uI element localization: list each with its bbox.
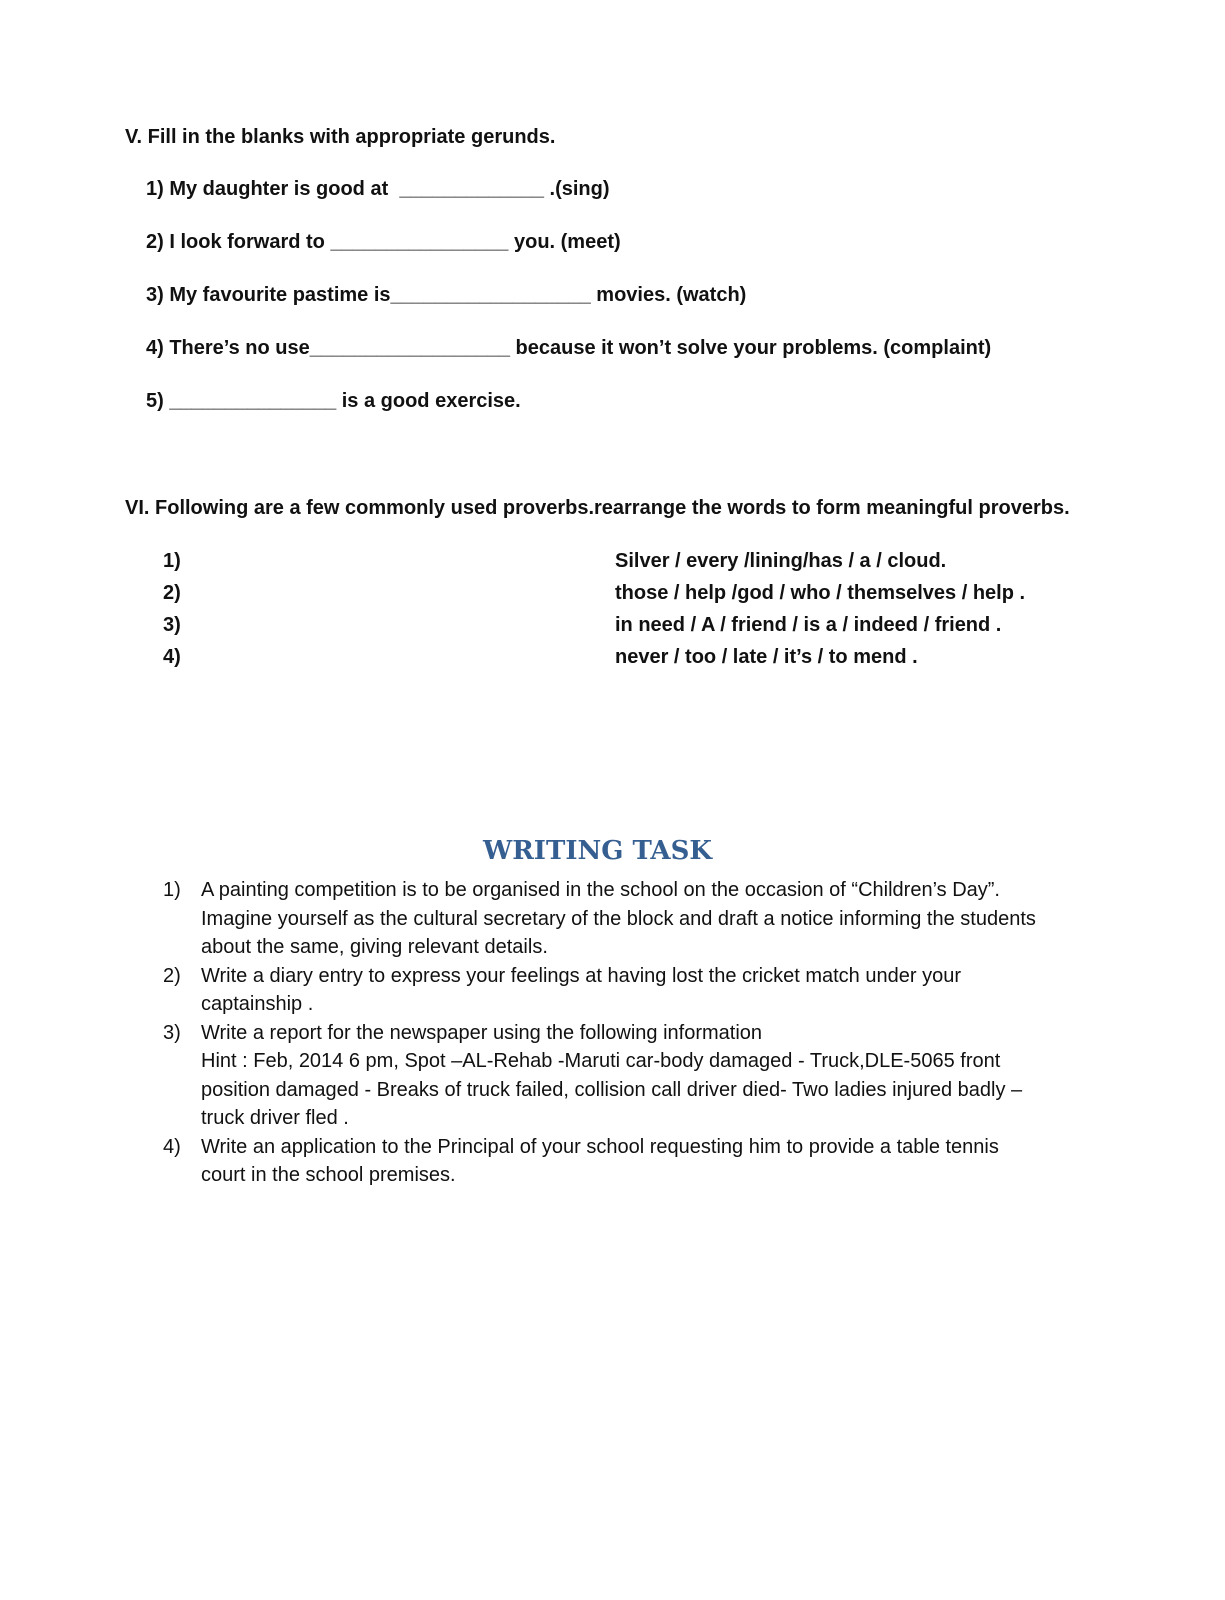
fill-blank-item-5: 5) _______________ is a good exercise.	[146, 390, 521, 412]
proverb-text-2: those / help /god / who / themselves / help .	[615, 582, 1026, 604]
fill-blank-item-3: 3) My favourite pastime is__________________ movies. (watch)	[146, 284, 747, 306]
section-v-heading: V. Fill in the blanks with appropriate gerunds.	[125, 126, 556, 148]
proverb-number-3: 3)	[163, 614, 181, 636]
task-number-2: 2)	[163, 964, 181, 987]
task-number-4: 4)	[163, 1135, 181, 1158]
task-number-3: 3)	[163, 1021, 181, 1044]
task-number-1: 1)	[163, 879, 181, 901]
section-vi-heading: VI. Following are a few commonly used proverbs.rearrange the words to form meaningful proverbs.	[125, 497, 1070, 519]
writing-task-list	[163, 876, 1103, 1190]
fill-blank-item-2: 2) I look forward to ________________ you. (meet)	[146, 231, 621, 253]
writing-task-item-3	[163, 1019, 1103, 1133]
task-2-line-2: captainship .	[201, 993, 314, 1015]
task-3-line-2: Hint : Feb, 2014 6 pm, Spot –AL-Rehab -Maruti car-body damaged - Truck,DLE-5065 front	[201, 1050, 1001, 1072]
task-3-line-3: position damaged - Breaks of truck failed, collision call driver died- Two ladies injured badly –	[201, 1078, 1023, 1101]
writing-task-item-1	[163, 876, 1103, 962]
task-3-line-4: truck driver fled .	[201, 1107, 349, 1129]
task-2-line-1: Write a diary entry to express your feelings at having lost the cricket match under your	[201, 964, 961, 987]
writing-task-title: WRITING TASK	[483, 836, 712, 866]
fill-blank-item-1: 1) My daughter is good at _____________ .(sing)	[146, 178, 610, 200]
task-1-line-3: about the same, giving relevant details.	[201, 936, 548, 958]
task-1-line-1: A painting competition is to be organised in the school on the occasion of “Children’s Day”.	[201, 879, 1000, 901]
fill-blank-item-4: 4) There’s no use__________________ because it won’t solve your problems. (complaint)	[146, 337, 992, 359]
writing-task-item-4	[163, 1133, 1103, 1190]
proverb-number-2: 2)	[163, 582, 181, 604]
proverb-text-3: in need / A / friend / is a / indeed / friend .	[615, 614, 1002, 636]
task-4-line-2: court in the school premises.	[201, 1164, 456, 1186]
proverb-number-1: 1)	[163, 550, 181, 572]
task-1-line-2: Imagine yourself as the cultural secretary of the block and draft a notice informing the students	[201, 907, 1036, 930]
task-3-line-1: Write a report for the newspaper using the following information	[201, 1021, 763, 1044]
task-4-line-1: Write an application to the Principal of your school requesting him to provide a table tennis	[201, 1135, 999, 1158]
writing-task-item-2	[163, 962, 1103, 1019]
proverb-text-1: Silver / every /lining/has / a / cloud.	[615, 550, 947, 572]
proverb-number-4: 4)	[163, 646, 181, 668]
proverb-text-4: never / too / late / it’s / to mend .	[615, 646, 918, 668]
